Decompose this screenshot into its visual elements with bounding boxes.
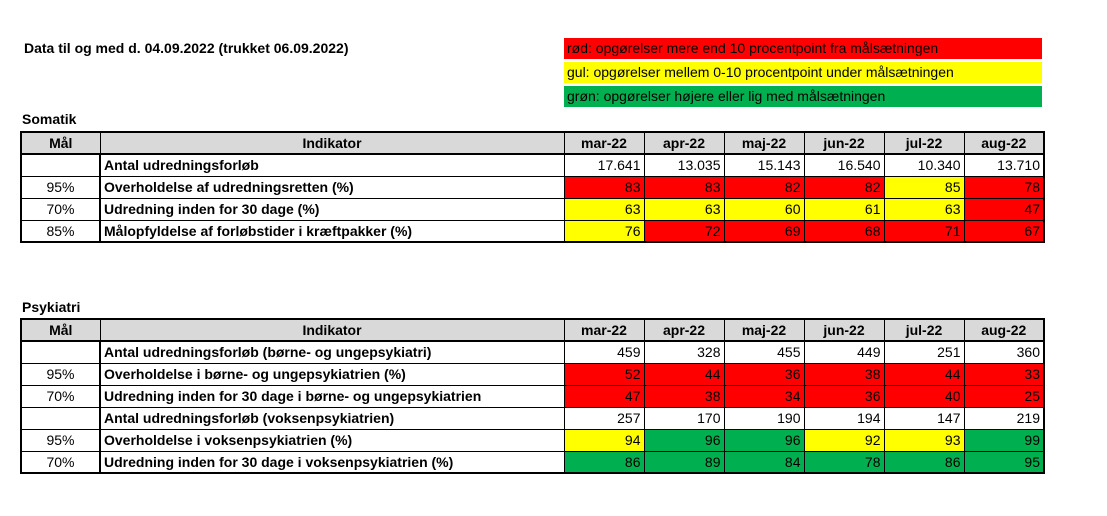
col-month: aug-22 — [964, 319, 1044, 341]
indicator-cell: Målopfyldelse af forløbstider i kræftpakker (%) — [100, 220, 564, 242]
col-month: mar-22 — [564, 319, 644, 341]
value-cell: 76 — [564, 220, 644, 242]
value-cell: 72 — [644, 220, 724, 242]
col-month: jul-22 — [884, 319, 964, 341]
value-cell: 13.710 — [964, 154, 1044, 176]
table-row — [21, 363, 1044, 385]
value-cell: 15.143 — [724, 154, 804, 176]
goal-cell: 70% — [21, 385, 100, 407]
psykiatri-header-row — [21, 319, 1044, 341]
goal-cell: 95% — [21, 429, 100, 451]
value-cell: 17.641 — [564, 154, 644, 176]
legend-red: rød: opgørelser mere end 10 procentpoint fra målsætningen — [564, 38, 1042, 59]
value-cell: 219 — [964, 407, 1044, 429]
indicator-cell: Overholdelse af udredningsretten (%) — [100, 176, 564, 198]
table-row — [21, 451, 1044, 473]
legend-yellow: gul: opgørelser mellem 0-10 procentpoint under målsætningen — [564, 62, 1042, 83]
somatik-title: Somatik — [22, 111, 77, 127]
value-cell: 82 — [724, 176, 804, 198]
goal-cell — [21, 341, 100, 363]
col-indicator: Indikator — [100, 132, 564, 154]
value-cell: 257 — [564, 407, 644, 429]
value-cell: 36 — [804, 385, 884, 407]
value-cell: 455 — [724, 341, 804, 363]
value-cell: 38 — [804, 363, 884, 385]
value-cell: 68 — [804, 220, 884, 242]
indicator-cell: Udredning inden for 30 dage (%) — [100, 198, 564, 220]
value-cell: 92 — [804, 429, 884, 451]
value-cell: 84 — [724, 451, 804, 473]
table-row — [21, 220, 1044, 242]
value-cell: 61 — [804, 198, 884, 220]
value-cell: 16.540 — [804, 154, 884, 176]
table-row — [21, 407, 1044, 429]
table-row — [21, 198, 1044, 220]
value-cell: 82 — [804, 176, 884, 198]
value-cell: 33 — [964, 363, 1044, 385]
value-cell: 86 — [884, 451, 964, 473]
value-cell: 190 — [724, 407, 804, 429]
indicator-cell: Antal udredningsforløb (børne- og ungepsykiatri) — [100, 341, 564, 363]
value-cell: 71 — [884, 220, 964, 242]
goal-cell — [21, 154, 100, 176]
goal-cell: 70% — [21, 451, 100, 473]
value-cell: 251 — [884, 341, 964, 363]
value-cell: 85 — [884, 176, 964, 198]
value-cell: 63 — [884, 198, 964, 220]
value-cell: 459 — [564, 341, 644, 363]
col-month: jun-22 — [804, 132, 884, 154]
psykiatri-title: Psykiatri — [22, 299, 81, 315]
indicator-cell: Overholdelse i voksenpsykiatrien (%) — [100, 429, 564, 451]
data-date-label: Data til og med d. 04.09.2022 (trukket 06.09.2022) — [24, 40, 349, 56]
indicator-cell: Udredning inden for 30 dage i voksenpsykiatrien (%) — [100, 451, 564, 473]
value-cell: 95 — [964, 451, 1044, 473]
goal-cell: 70% — [21, 198, 100, 220]
value-cell: 96 — [644, 429, 724, 451]
somatik-header-row — [21, 132, 1044, 154]
value-cell: 25 — [964, 385, 1044, 407]
value-cell: 67 — [964, 220, 1044, 242]
value-cell: 47 — [564, 385, 644, 407]
value-cell: 52 — [564, 363, 644, 385]
value-cell: 44 — [644, 363, 724, 385]
col-month: apr-22 — [644, 319, 724, 341]
indicator-cell: Udredning inden for 30 dage i børne- og ungepsykiatrien — [100, 385, 564, 407]
col-month: mar-22 — [564, 132, 644, 154]
value-cell: 194 — [804, 407, 884, 429]
value-cell: 96 — [724, 429, 804, 451]
goal-cell — [21, 407, 100, 429]
goal-cell: 95% — [21, 363, 100, 385]
value-cell: 40 — [884, 385, 964, 407]
value-cell: 83 — [564, 176, 644, 198]
goal-cell: 95% — [21, 176, 100, 198]
value-cell: 78 — [964, 176, 1044, 198]
value-cell: 36 — [724, 363, 804, 385]
col-month: apr-22 — [644, 132, 724, 154]
value-cell: 360 — [964, 341, 1044, 363]
col-indicator: Indikator — [100, 319, 564, 341]
goal-cell: 85% — [21, 220, 100, 242]
col-month: jun-22 — [804, 319, 884, 341]
value-cell: 34 — [724, 385, 804, 407]
indicator-cell: Overholdelse i børne- og ungepsykiatrien (%) — [100, 363, 564, 385]
value-cell: 63 — [564, 198, 644, 220]
table-row — [21, 385, 1044, 407]
value-cell: 99 — [964, 429, 1044, 451]
value-cell: 89 — [644, 451, 724, 473]
table-row — [21, 176, 1044, 198]
indicator-cell: Antal udredningsforløb — [100, 154, 564, 176]
value-cell: 93 — [884, 429, 964, 451]
col-month: jul-22 — [884, 132, 964, 154]
value-cell: 38 — [644, 385, 724, 407]
indicator-cell: Antal udredningsforløb (voksenpsykiatrien) — [100, 407, 564, 429]
col-goal: Mål — [21, 319, 100, 341]
psykiatri-table — [20, 318, 1045, 474]
table-row — [21, 154, 1044, 176]
somatik-table — [20, 131, 1045, 243]
value-cell: 328 — [644, 341, 724, 363]
col-month: maj-22 — [724, 132, 804, 154]
col-month: maj-22 — [724, 319, 804, 341]
value-cell: 449 — [804, 341, 884, 363]
value-cell: 147 — [884, 407, 964, 429]
value-cell: 13.035 — [644, 154, 724, 176]
legend-green: grøn: opgørelser højere eller lig med målsætningen — [564, 86, 1042, 107]
value-cell: 63 — [644, 198, 724, 220]
value-cell: 10.340 — [884, 154, 964, 176]
value-cell: 47 — [964, 198, 1044, 220]
table-row — [21, 341, 1044, 363]
value-cell: 94 — [564, 429, 644, 451]
table-row — [21, 429, 1044, 451]
value-cell: 44 — [884, 363, 964, 385]
value-cell: 78 — [804, 451, 884, 473]
value-cell: 60 — [724, 198, 804, 220]
value-cell: 86 — [564, 451, 644, 473]
value-cell: 83 — [644, 176, 724, 198]
value-cell: 69 — [724, 220, 804, 242]
value-cell: 170 — [644, 407, 724, 429]
col-goal: Mål — [21, 132, 100, 154]
col-month: aug-22 — [964, 132, 1044, 154]
